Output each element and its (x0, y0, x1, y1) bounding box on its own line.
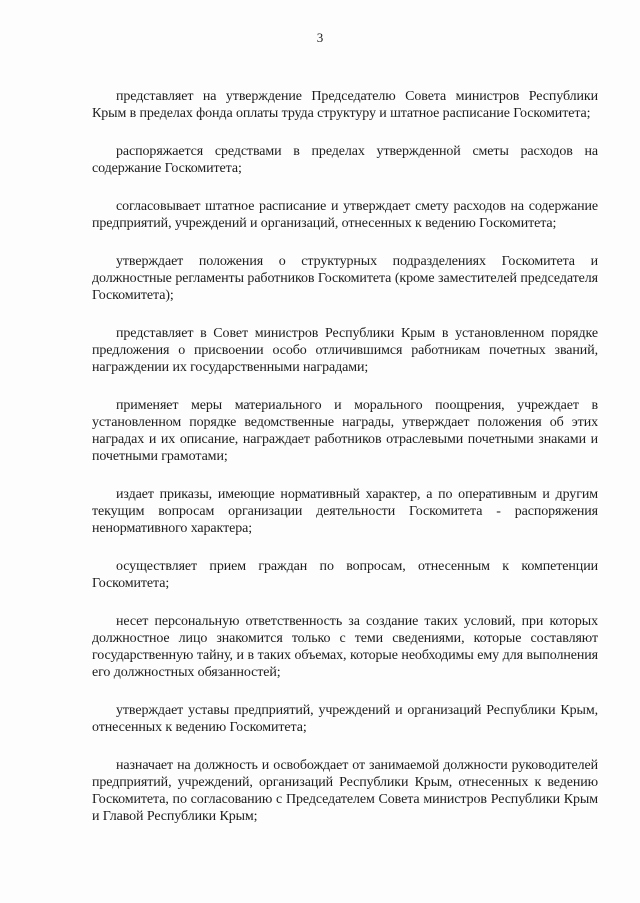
paragraph-staff-schedule: согласовывает штатное расписание и утверждает смету расходов на содержание предприятий, учреждений и организаций, отнесенных к ведению Госкомитета; (92, 199, 598, 231)
paragraph-award-proposals: представляет в Совет министров Республики Крым в установленном порядке предложения о присвоении особо отличившимся работникам почетных званий, награждении их государственными наградами; (92, 326, 598, 375)
paragraph-incentives: применяет меры материального и морального поощрения, учреждает в установленном порядке ведомственные награды, утверждает положения об этих наградах и их описание, награждает работников отраслевыми почетными знаками и почетными грамотами; (92, 398, 598, 464)
page-number: 3 (316, 30, 324, 45)
paragraph-orders: издает приказы, имеющие нормативный характер, а по оперативным и другим текущим вопросам организации деятельности Госкомитета - распоряжения ненормативного характера; (92, 487, 598, 536)
document-body (92, 88, 598, 846)
paragraph-budget-funds: распоряжается средствами в пределах утвержденной сметы расходов на содержание Госкомитета; (92, 144, 598, 176)
paragraph-appointments: назначает на должность и освобождает от занимаемой должности руководителей предприятий, учреждений, организаций Республики Крым, отнесенных к ведению Госкомитета, по согласованию с Председателем Совета министров Республики Крым и Главой Республики Крым; (92, 758, 598, 824)
paragraph-secrecy-responsibility: несет персональную ответственность за создание таких условий, при которых должностное лицо знакомится только с теми сведениями, которые составляют государственную тайну, и в таких объемах, которые необходимы ему для выполнения его должностных обязанностей; (92, 614, 598, 680)
paragraph-unit-regulations: утверждает положения о структурных подразделениях Госкомитета и должностные регламенты работников Госкомитета (кроме заместителей председателя Госкомитета); (92, 254, 598, 303)
paragraph-staff-structure: представляет на утверждение Председателю Совета министров Республики Крым в пределах фонда оплаты труда структуру и штатное расписание Госкомитета; (92, 89, 598, 121)
paragraph-citizen-reception: осуществляет прием граждан по вопросам, отнесенным к компетенции Госкомитета; (92, 559, 598, 591)
paragraph-charters: утверждает уставы предприятий, учреждений и организаций Республики Крым, отнесенных к ведению Госкомитета; (92, 703, 598, 735)
